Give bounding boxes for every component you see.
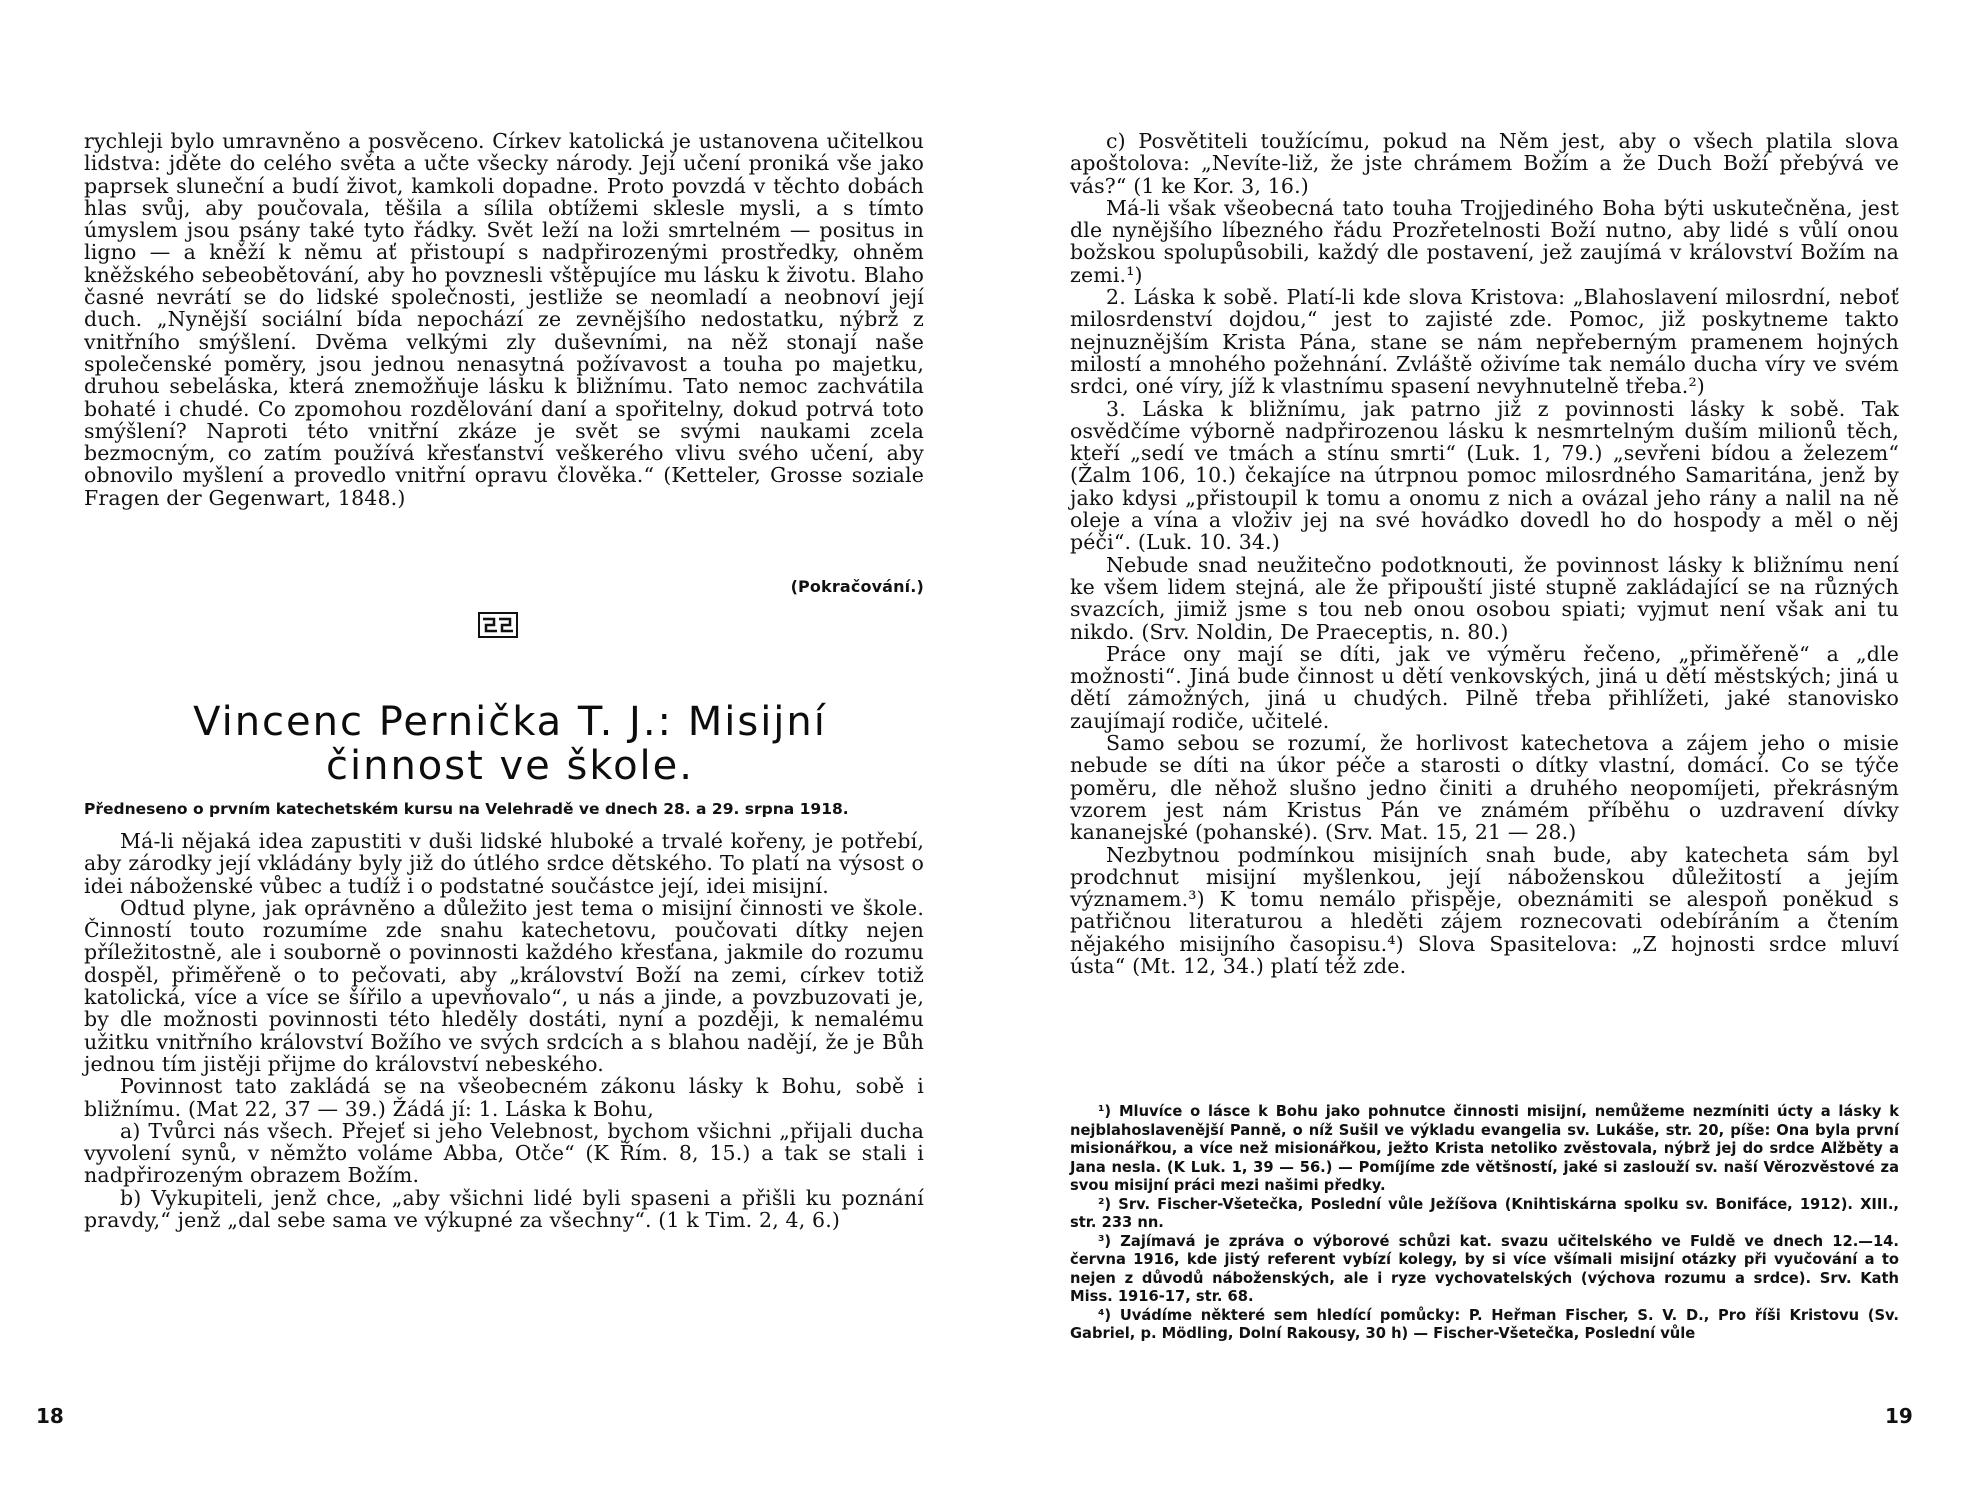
paragraph: Samo sebou se rozumí, že horlivost katechetova a zájem jeho o misie nebude se díti na úkor péče a starosti o dítky vlastní, domácí. Co se týče poměru, dle něhož slušno jedno činiti a druhého neopomíjeti, překrásným vzorem jest nám Kristus Pán ve známém příběhu o uzdravení dívky kananejské (pohanské). (Srv. Mat. 15, 21 — 28.) xyxy=(1070,731,1899,845)
paragraph: Má-li nějaká idea zapustiti v duši lidské hluboké a trvalé kořeny, je potřebí, aby zárodky její vkládány byly již do útlého srdce dětského. To platí na výsost o idei náboženské vůbec a tudíž i o podstatné součástce její, idei misijní. xyxy=(84,829,924,898)
ornament-icon xyxy=(478,612,518,638)
paragraph: Povinnost tato zakládá se na všeobecném zákonu lásky k Bohu, sobě i bližnímu. (Mat 22, 37 — 39.) Žádá jí: 1. Láska k Bohu, xyxy=(84,1074,924,1121)
right-page xyxy=(985,0,1970,1500)
paragraph: rychleji bylo umravněno a posvěceno. Církev katolická je ustanovena učitelkou lidstva: jděte do celého světa a učte všecky národy. Její učení proniká vše jako paprsek sluneční a budí život, kamkoli dopadne. Proto povzdá v těchto dobách hlas svůj, aby poučovala, těšila a sílila obtížemi sklesle mysli, a s tímto úmyslem jsou psány také tyto řádky. Svět leží na loži smrtelném — positus in ligno — a kněží k němu ať přistoupí s nadpřirozenými prostředky, ohněm kněžského sebeobětování, aby ho povznesli vštěpujíce mu lásku k životu. Blaho časné nevrátí se do lidské společnosti, jestliže se neomladí a neobnoví její duch. „Nynější sociální bída nepochází ze zevnějšího nedostatku, nýbrž z vnitřního smýšlení. Dvěma velkými zly duševními, na něž stonají naše společenské poměry, jsou jednou nenasytná požívavost a touha po majetku, druhou sebeláska, která znemožňuje lásku k bližnímu. Tato nemoc zachvátila bohaté i chudé. Co zpomohou rozdělování daní a spořitelny, dokud potrvá toto smýšlení? Naproti této vnitřní zkáze je svět se svými naukami zcela bezmocným, co zatím používá křesťanství veškerého vlivu svého učení, aby obnovilo myšlení a provedlo vnitřní opravu člověka.“ (Ketteler, Grosse soziale Fragen der Gegenwart, 1848.) xyxy=(84,129,924,510)
continuation-note: (Pokračování.) xyxy=(790,577,924,596)
footnote: ³) Zajímavá je zpráva o výborové schůzi kat. svazu učitelského ve Fuldě ve dnech 12.—14. června 1916, kde jistý referent vybízí kolegy, by si více všímali misijní otázky při vyučování a to nejen z důvodů náboženských, ale i ryze vychovatelských (výchova rozumu a srdce). Srv. Kath Miss. 1916-17, str. 68. xyxy=(1070,1232,1899,1305)
footnote: ¹) Mluvíce o lásce k Bohu jako pohnutce činnosti misijní, nemůžeme nezmíniti úcty a lásky k nejblahoslavenější Panně, o níž Sušil ve výkladu evangelia sv. Lukáše, str. 20, píše: Ona byla první misionářkou, a více než misionářkou, ježto Krista netoliko zvěstovala, nýbrž jej do srdce Alžběty a Jana nesla. (K Luk. 1, 39 — 56.) — Pomíjíme zde většností, jaké si zaslouží sv. naší Věrozvěstové za svou misijní práci mezi našimi předky. xyxy=(1070,1103,1899,1194)
article-subtitle: Předneseno o prvním katechetském kursu na Velehradě ve dnech 28. a 29. srpna 1918. xyxy=(84,800,849,818)
footnote: ⁴) Uvádíme některé sem hledící pomůcky: P. Heřman Fischer, S. V. D., Pro říši Kristovu (Sv. Gabriel, p. Mödling, Dolní Rakousy, 30 h) — Fischer-Všetečka, Poslední vůle xyxy=(1070,1306,1899,1342)
article-body xyxy=(84,830,924,1231)
paragraph: Odtud plyne, jak oprávněno a důležito jest tema o misijní činnosti ve škole. Činností touto rozumíme zde snahu katechetovu, poučovati dítky nejen příležitostně, ale i souborně o povinnosti každého křesťana, jakmile do rozumu dospěl, přiměřeně o to pečovati, aby „království Boží na zemi, církev totiž katolická, více a více se šířilo a upevňovalo“, u nás a jinde, a povzbuzovati je, by dle možnosti povinnosti této hleděly dostáti, nyní a později, k nemalému užitku vnitřního království Božího ve svých srdcích a s blahou nadějí, že je Bůh jednou tím jistěji přijme do království nebeského. xyxy=(84,895,924,1076)
page-number: 18 xyxy=(36,1404,64,1428)
footnote: ²) Srv. Fischer-Všetečka, Poslední vůle Ježíšova (Knihtiskárna spolku sv. Bonifáce, 1912). XIII., str. 233 nn. xyxy=(1070,1195,1899,1231)
right-body xyxy=(1070,130,1899,977)
page-number: 19 xyxy=(1885,1404,1913,1428)
paragraph: Nezbytnou podmínkou misijních snah bude, aby katecheta sám byl prodchnut misijní myšlenkou, její náboženskou důležitostí a jejím významem.³) K tomu nemálo přispěje, obeznámiti se alespoň poněkud s patřičnou literaturou a hleděti zájem roznecovati odebíráním a čtením nějakého misijního časopisu.⁴) Slova Spasitelova: „Z hojnosti srdce mluví ústa“ (Mt. 12, 34.) platí též zde. xyxy=(1070,842,1899,978)
paragraph: 2. Láska k sobě. Platí-li kde slova Kristova: „Blahoslavení milosrdní, neboť milosrdenství dojdou,“ jest to zajisté zde. Pomoc, již poskytneme takto nejnuznějším Krista Pána, stane se nám nepřeberným pramenem hojných milostí a mnohého požehnání. Zvláště oživíme tak nemálo ducha víry ve svém srdci, oné víry, jíž k vlastnímu spasení nevyhnutelně třeba.²) xyxy=(1070,285,1899,399)
paragraph: a) Tvůrci nás všech. Přejeť si jeho Velebnost, bychom všichni „přijali ducha vyvolení synů, v němžto voláme Abba, Otče“ (K Řím. 8, 15.) a tak se stali i nadpřirozeným obrazem Božím. xyxy=(84,1118,924,1188)
article-title: Vincenc Pernička T. J.: Misijní činnost ve škole. xyxy=(193,699,827,789)
left-top-text xyxy=(84,130,924,509)
paragraph: 3. Láska k bližnímu, jak patrno již z povinnosti lásky k sobě. Tak osvědčíme výborně nadpřirozenou lásku k nesmrtelným duším milionů těch, kteří „sedí ve tmách a stínu smrti“ (Luk. 1, 79.) „sevřeni bídou a železem“ (Žalm 106, 10.) čekajíce na útrpnou pomoc milosrdného Samaritána, jenž by jako kdysi „přistoupil k tomu a onomu z nich a ovázal jeho rány a nalil na ně oleje a vína a vloživ jej na své hovádko dovedl ho do hospody a měl o něj péči“. (Luk. 10. 34.) xyxy=(1070,396,1899,555)
paragraph: c) Posvětiteli toužícímu, pokud na Něm jest, aby o všech platila slova apoštolova: „Nevíte-liž, že jste chrámem Božím a že Duch Boží přebývá ve vás?“ (1 ke Kor. 3, 16.) xyxy=(1070,129,1899,198)
paragraph: Nebude snad neužitečno podotknouti, že povinnost lásky k bližnímu není ke všem lidem stejná, ale že připouští jisté stupně zakládající se na různých svazcích, jimiž jsme s tou neb onou osobou spiati; vyjmut není však ani tu nikdo. (Srv. Noldin, De Praeceptis, n. 80.) xyxy=(1070,552,1899,644)
footnotes xyxy=(1070,1103,1899,1344)
paragraph: Má-li však všeobecná tato touha Trojjediného Boha býti uskutečněna, jest dle nynějšího líbezného řádu Prozřetelnosti Boží nutno, aby lidé s vůlí onou božskou spolupůsobili, každý dle postavení, jež zaujímá v království Božím na zemi.¹) xyxy=(1070,195,1899,287)
paragraph: b) Vykupiteli, jenž chce, „aby všichni lidé byli spaseni a přišli ku poznání pravdy,“ jenž „dal sebe sama ve výkupné za všechny“. (1 k Tim. 2, 4, 6.) xyxy=(84,1185,924,1233)
paragraph: Práce ony mají se díti, jak ve výměru řečeno, „přiměřeně“ a „dle možnosti“. Jiná bude činnost u dětí venkovských, jiná u dětí městských; jiná u dětí zámožných, jiná u chudých. Pilně třeba přihlížeti, jaké stanovisko zaujímají rodiče, učitelé. xyxy=(1070,641,1899,733)
